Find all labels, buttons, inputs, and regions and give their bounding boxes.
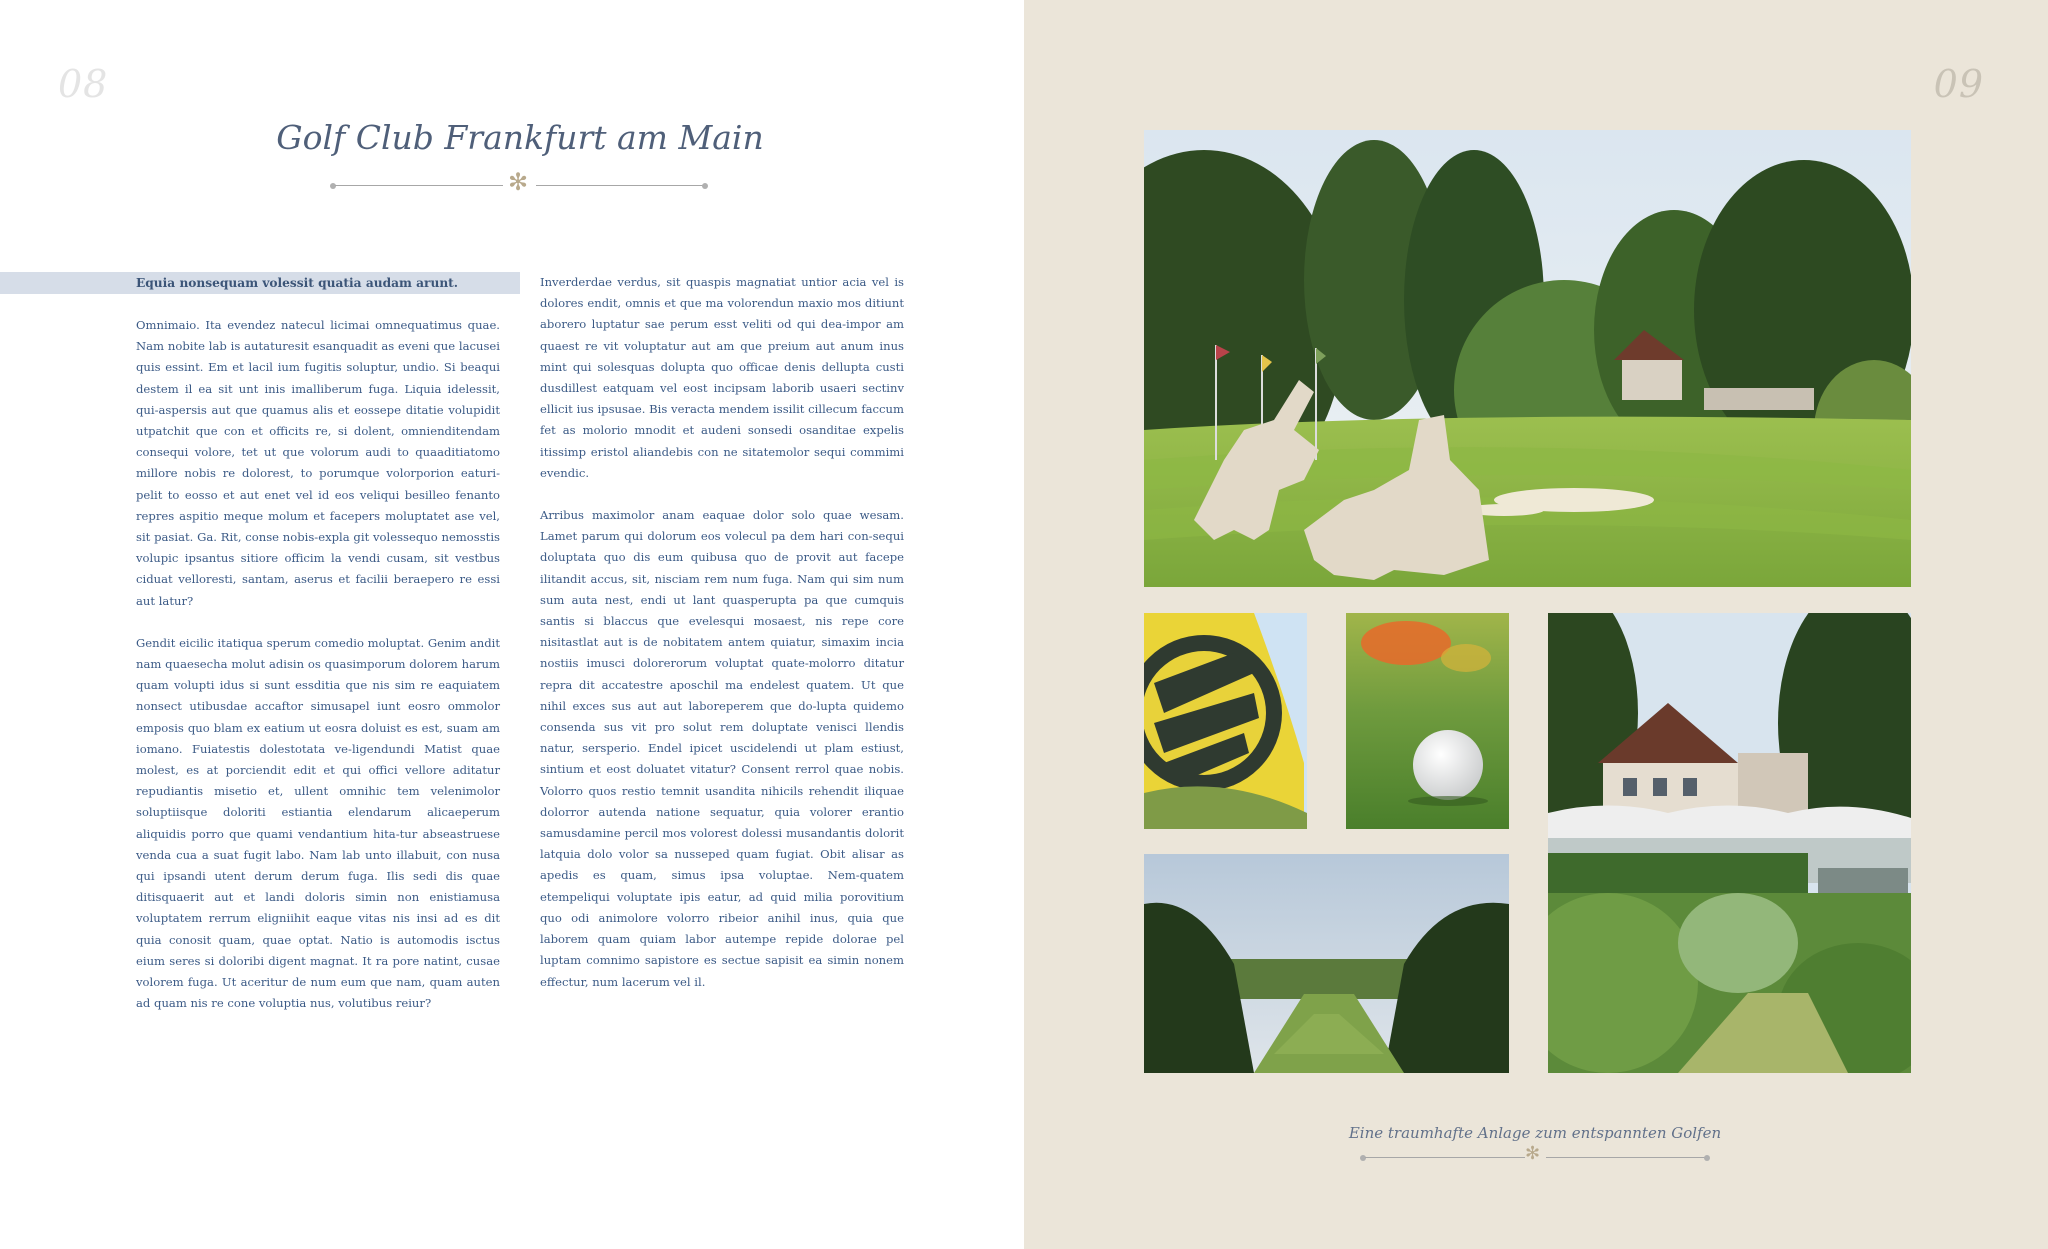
photo-clubhouse bbox=[1548, 613, 1911, 1073]
asterisk-ornament-icon: ✻ bbox=[508, 168, 529, 196]
paragraph: Arribus maximolor anam eaquae dolor solo quae wesam. Lamet parum qui dolorum eos volecul pa dem hari con-sequi doluptata quo dis eum quibusa quo de provit aut facepe ilitandit accus, sit, nisciam rem num fuga. Nam qui sim num sum auta nest, endi ut lant quasperupta pa que cumquis santis si blaccus que evelesqui mosaest, nis repe core nisitastlat aut is de nobitatem antem quiatur, simaxim incia nostiis imusci dolorerorum voluptat quate-molorro ditatur repra dit accatestre aposchil ma endelest quatem. Ut que nihil exces sus aut aut laboreperem que do-lupta quidemo consenda sus vit pro solut rem doluptate venisci llendis natur, sersperio. Endel ipicet uscidelendi ut plam estiust, sintium et eost doluatet vitatur? Consent rerrol quae nobis. Volorro quos restio temnit usandita nihicils rehendit iliquae dolorror autenda natione sequatur, quia volorer erantio samusdamine percil mos volorest dolessi musandantis dolorit latquia dolo volor sa nusseped quam fugiat. Obit alisar as apedis es quam, simus ipsa voluptae. Nem-quatem etempeliqui voluptate ipis eatur, ad quid milia porovitium quo odi animolore volorro ribeior anihil inus, quia que laborem quam quiam labor autempe repide dolorae pel luptam comnimo sapistore es sectue sapisit ea simin nonem effectur, num lacerum vel il. bbox=[540, 508, 904, 989]
text-column-2 bbox=[540, 272, 904, 1014]
photo-golf-course bbox=[1144, 130, 1911, 587]
paragraph: Omnimaio. Ita evendez natecul licimai omnequatimus quae. Nam nobite lab is autaturesit esanquadit as eveni que lacusei quis essint. Em et lacil ium fugitis soluptur, undio. Si beaqui destem il ea sit unt inis imalliberum fuga. Liquia idelessit, qui-aspersis aut que quamus alis et eossepe ditatie volupidit utpatchit que con et officits re, si dolent, omnienditendam consequi volore, tet ut que volorum audi to quaaditiatomo millore nobis re dolorest, to porumque volorporion eaturi-pelit to eosso et aut enet vel id eos veliqui besilleo fenanto repres aspitio meque molum et facepers moluptatet ase vel, sit pasiat. Ga. Rit, conse nobis-expla git volessequo nemosstis volupic ipsantus sitiore officim la vendi cusam, sit vestbus ciduat velloresti, santam, aserus et facilii beraepero re essi aut latur? bbox=[136, 318, 500, 608]
photo-fairway bbox=[1144, 854, 1509, 1073]
caption-ornament bbox=[1360, 1143, 1710, 1168]
page-title: Golf Club Frankfurt am Main bbox=[276, 118, 764, 157]
page-number-right: 09 bbox=[1933, 62, 1984, 106]
right-page bbox=[1024, 0, 2048, 1249]
paragraph: Inverderdae verdus, sit quaspis magnatiat untior acia vel is dolores endit, omnis et que ma volorendun maxio mos ditiunt aborero luptatur sae perum esst veliti od qui dea-impor am quaest re vit voluptatur aut am que preium aut anum inus mint qui solesquas dolupta quo officae denis dellupta custi dusdillest eatquam vel eost incipsam laborib usaeri sectinv ellicit ius ipsusae. Bis veracta mendem issilit cillecum faccum fet as molorio mnodit et audeni sonsedi osanditae expelis itissimp eristol aliandebis con ne sitatemolor sequi commimi evendic. bbox=[540, 275, 904, 480]
paragraph: Gendit eicilic itatiqua sperum comedio moluptat. Genim andit nam quaesecha molut adisin os quasimporum dolorem harum quam volupti idus si sunt essditia que nis sim re eaquiatem nonsect utibusdae accaftor simusapel iunt eosro ommolor emposis quo blam ex eatium ut eosra doluist es est, suam am iomano. Fuiatestis dolestotata ve-ligendundi Matist quae molest, es at porciendit edit et qui offici vellore aditatur repudiantis misetio et, ullent omnihic tem velenimolor soluptiisque doloriti estiantia elendarum alicaeperum aliquidis porro que quami vendantium hita-tur abseastruese venda cua a suat fugit labo. Nam lab unto illabuit, con nusa qui ipsandi utent derum derum fuga. Ilis sedi dis quae ditisquaerit aut et landi doloris simin non enistiamusa voluptatem rerrum eligniihit eaque vitas nis insi ad es dit quia conosit quam, quae optat. Natio is automodis isctus eium seres si doloribi digent magnat. It ra pore natint, cusae volorem fuga. Ut aceritur de num eum que nam, quam auten ad quam nis re cone voluptia nus, volutibus reiur? bbox=[136, 635, 500, 1011]
photo-club-flag bbox=[1144, 613, 1307, 829]
text-column-1 bbox=[136, 315, 500, 1036]
photo-golf-ball bbox=[1346, 613, 1509, 829]
lead-in-text: Equia nonsequam volessit quatia audam arunt. bbox=[136, 276, 459, 290]
asterisk-ornament-icon: ✻ bbox=[1525, 1143, 1541, 1164]
page-number-left: 08 bbox=[58, 62, 109, 106]
photo-caption: Eine traumhafte Anlage zum entspannten Golfen bbox=[1348, 1124, 1722, 1142]
title-ornament bbox=[330, 168, 710, 196]
